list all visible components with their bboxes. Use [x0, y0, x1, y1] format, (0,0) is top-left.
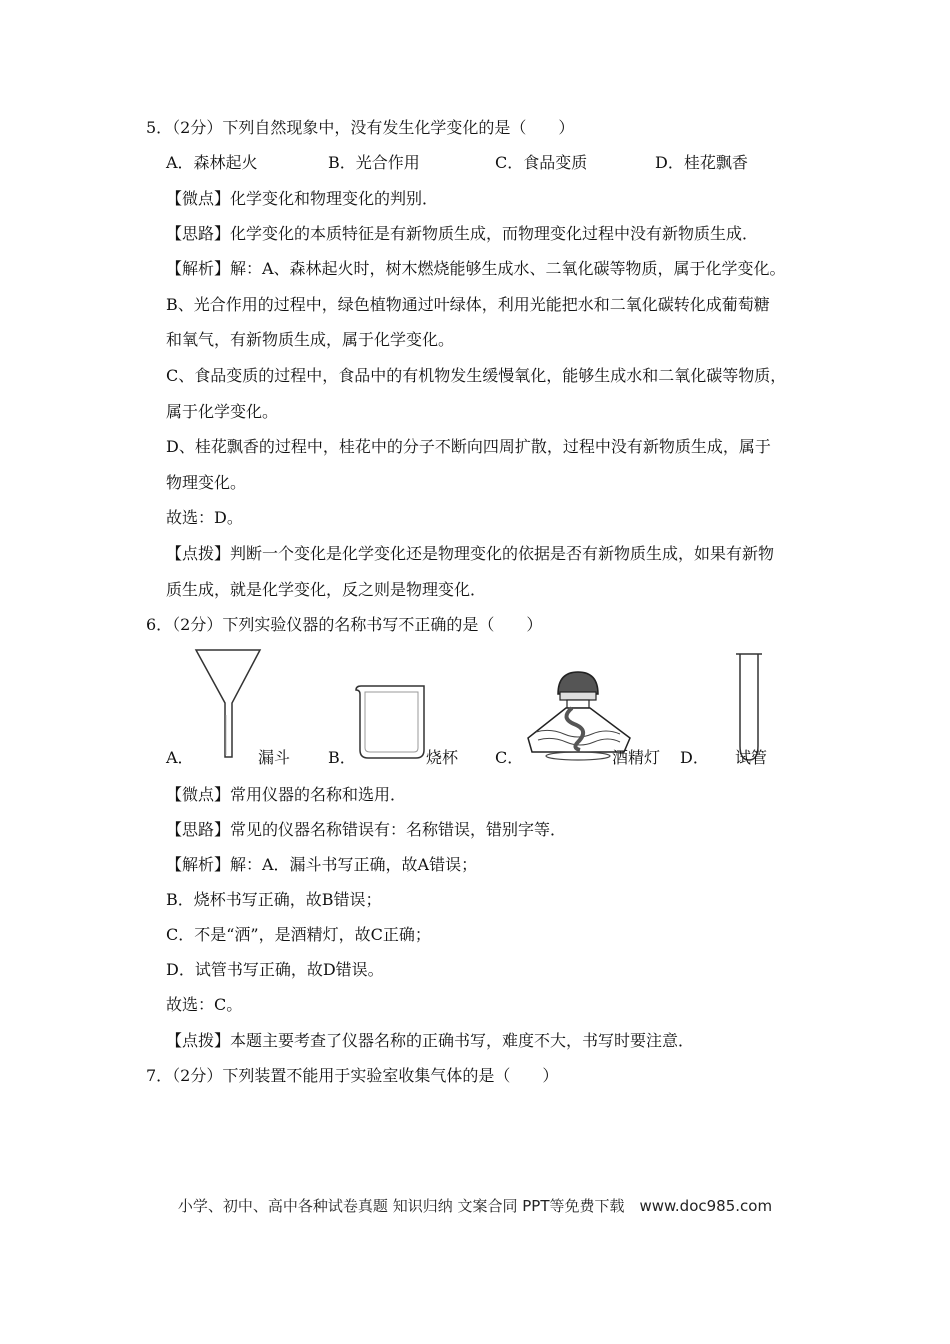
q6-option-b-name: 烧杯: [426, 748, 459, 767]
q5-option-a: A．森林起火: [166, 153, 258, 172]
q6-answer: 故选：C。: [166, 995, 243, 1014]
q5-option-b: B．光合作用: [328, 153, 420, 172]
q5-jiexi-line: 属于化学变化。: [166, 402, 279, 421]
q6-silu: 【思路】常见的仪器名称错误有：名称错误，错别字等．: [166, 820, 567, 839]
q5-jiexi-line: 和氧气，有新物质生成，属于化学变化。: [166, 330, 455, 349]
q5-weidian: 【微点】化学变化和物理变化的判别．: [166, 189, 439, 208]
q5-jiexi-line: 物理变化。: [166, 473, 247, 492]
q5-jiexi-line: B、光合作用的过程中，绿色植物通过叶绿体，利用光能把水和二氧化碳转化成葡萄糖: [166, 295, 770, 314]
q5-dianbo-line: 【点拨】判断一个变化是化学变化还是物理变化的依据是否有新物质生成，如果有新物: [166, 544, 775, 563]
q5-option-d: D．桂花飘香: [655, 153, 748, 172]
q6-jiexi-line: B．烧杯书写正确，故B错误；: [166, 890, 382, 909]
q5-jiexi-line: 【解析】解：A、森林起火时，树木燃烧能够生成水、二氧化碳等物质，属于化学变化。: [166, 259, 786, 278]
q5-jiexi-line: D、桂花飘香的过程中，桂花中的分子不断向四周扩散，过程中没有新物质生成，属于: [166, 437, 771, 456]
beaker-icon: [352, 684, 432, 764]
q6-dianbo: 【点拨】本题主要考查了仪器名称的正确书写，难度不大，书写时要注意．: [166, 1031, 695, 1050]
question-6-stem: 6．（2分）下列实验仪器的名称书写不正确的是（ ）: [146, 615, 543, 634]
q5-dianbo-line: 质生成，就是化学变化，反之则是物理变化．: [166, 580, 487, 599]
q6-option-b-letter: B．: [328, 748, 356, 767]
question-7-stem: 7．（2分）下列装置不能用于实验室收集气体的是（ ）: [146, 1066, 559, 1085]
q5-option-c: C．食品变质: [495, 153, 588, 172]
page-footer: 小学、初中、高中各种试卷真题 知识归纳 文案合同 PPT等免费下载 www.doc985.com: [177, 1197, 773, 1215]
q6-jiexi-line: D．试管书写正确，故D错误。: [166, 960, 384, 979]
q6-option-d-letter: D．: [680, 748, 709, 767]
q6-option-c-letter: C．: [495, 748, 524, 767]
q5-jiexi-line: C、食品变质的过程中，食品中的有机物发生缓慢氧化，能够生成水和二氧化碳等物质，: [166, 366, 787, 385]
q6-jiexi-line: 【解析】解：A．漏斗书写正确，故A错误；: [166, 855, 478, 874]
q6-option-a-letter: A．: [166, 748, 194, 767]
question-5-stem: 5．（2分）下列自然现象中，没有发生化学变化的是（ ）: [146, 118, 575, 137]
q5-silu: 【思路】化学变化的本质特征是有新物质生成，而物理变化过程中没有新物质生成．: [166, 224, 759, 243]
q6-option-d-name: 试管: [735, 748, 768, 767]
q6-option-a-name: 漏斗: [258, 748, 291, 767]
q6-jiexi-line: C．不是“洒”，是酒精灯，故C正确；: [166, 925, 431, 944]
q5-answer: 故选：D。: [166, 508, 243, 527]
q6-option-c-name: 酒精灯: [612, 748, 661, 767]
q6-weidian: 【微点】常用仪器的名称和选用．: [166, 785, 407, 804]
